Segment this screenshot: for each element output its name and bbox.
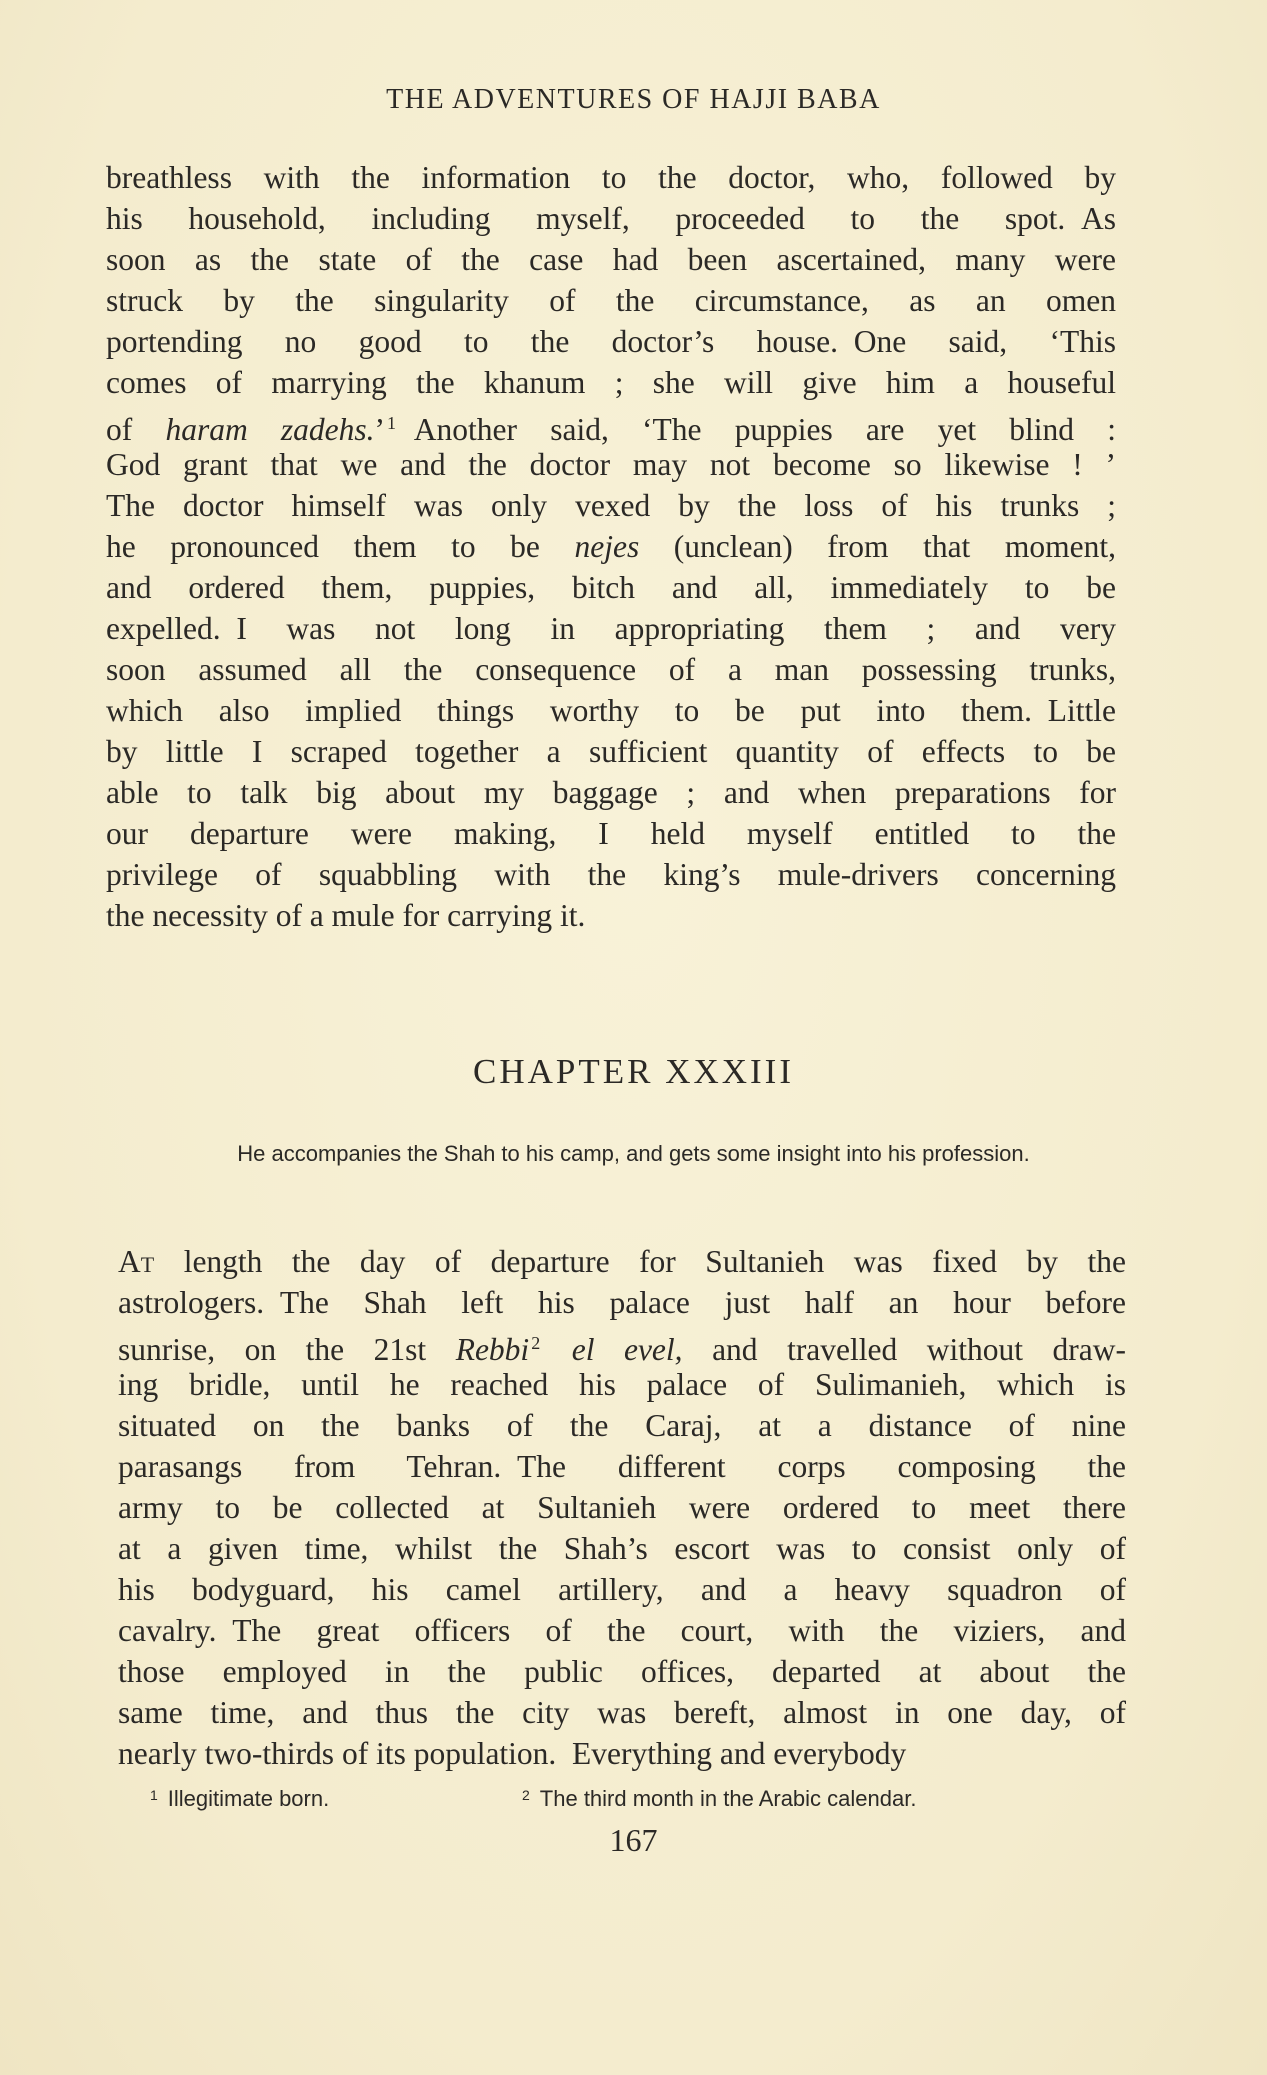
text-segment: The doctor himself was only vexed by the loss of his trunks ; (106, 488, 1116, 523)
text-segment: those employed in the public offices, departed at about the (118, 1654, 1126, 1689)
text-segment: ’ (374, 412, 386, 447)
italic-text: el evel, (571, 1332, 683, 1367)
text-line (118, 1610, 1126, 1651)
text-segment: soon as the state of the case had been ascertained, many were (106, 242, 1116, 277)
text-segment: his household, including myself, proceeded to the spot. As (106, 201, 1116, 236)
footnote-text: Illegitimate born. (167, 1786, 330, 1811)
text-segment: portending no good to the doctor’s house. One said, ‘This (106, 324, 1116, 359)
text-segment: and ordered them, puppies, bitch and all, immediately to be (106, 570, 1116, 605)
text-segment: ing bridle, until he reached his palace of Sulimanieh, which is (118, 1367, 1126, 1402)
text-segment: breathless with the information to the doctor, who, followed by (106, 160, 1116, 195)
footnote-marker: 1 (150, 1787, 158, 1803)
paragraph-continued (106, 157, 1116, 936)
text-line (106, 813, 1116, 854)
text-segment: by little I scraped together a sufficient quantity of effects to be (106, 734, 1116, 769)
text-segment: army to be collected at Sultanieh were ordered to meet there (118, 1490, 1126, 1525)
text-line (106, 895, 1116, 936)
text-line (106, 731, 1116, 772)
text-line (106, 321, 1116, 362)
text-segment: nearly two-thirds of its population. Everything and everybody (118, 1736, 907, 1771)
footnote-1 (150, 1786, 329, 1812)
text-segment: he pronounced them to be (106, 529, 575, 564)
text-segment: same time, and thus the city was bereft, almost in one day, of (118, 1695, 1126, 1730)
text-segment: length the day of departure for Sultanieh was fixed by the (154, 1244, 1126, 1279)
text-line (106, 690, 1116, 731)
text-segment (542, 1332, 572, 1367)
text-line (106, 362, 1116, 403)
text-line (118, 1692, 1126, 1733)
page-number: 167 (609, 1822, 658, 1858)
footnote-text: The third month in the Arabic calendar. (539, 1786, 917, 1811)
chapter-opening-paragraph (118, 1241, 1126, 1774)
italic-text: nejes (574, 529, 640, 564)
text-line (106, 526, 1116, 567)
text-segment: (unclean) from that moment, (639, 529, 1116, 564)
text-line (118, 1282, 1126, 1323)
text-line (106, 567, 1116, 608)
text-line (106, 854, 1116, 895)
text-line (106, 772, 1116, 813)
italic-text: Rebbi (455, 1332, 530, 1367)
text-segment: God grant that we and the doctor may not become so likewise ! ’ (106, 447, 1116, 482)
text-line (118, 1733, 1126, 1774)
text-segment: our departure were making, I held myself entitled to the (106, 816, 1116, 851)
running-head: THE ADVENTURES OF HAJJI BABA (386, 84, 881, 115)
text-segment: and travelled without draw- (682, 1332, 1127, 1367)
text-segment: at a given time, whilst the Shah’s escort was to consist only of (118, 1531, 1126, 1566)
text-segment: which also implied things worthy to be put into them. Little (106, 693, 1116, 728)
text-line (106, 485, 1116, 526)
text-line (106, 157, 1116, 198)
text-segment: situated on the banks of the Caraj, at a distance of nine (118, 1408, 1126, 1443)
italic-text: haram zadehs. (165, 412, 375, 447)
text-line (118, 1323, 1127, 1367)
footnote-2 (522, 1786, 916, 1812)
text-segment: expelled. I was not long in appropriating them ; and very (106, 611, 1116, 646)
text-segment: struck by the singularity of the circumstance, as an omen (106, 283, 1116, 318)
chapter-summary: He accompanies the Shah to his camp, and gets some insight into his profession. (237, 1141, 1030, 1166)
text-line (106, 198, 1116, 239)
text-line (118, 1651, 1126, 1692)
text-line (106, 649, 1116, 690)
text-segment: At (118, 1244, 155, 1279)
text-segment: Another said, ‘The puppies are yet blind : (398, 412, 1116, 447)
text-segment: able to talk big about my baggage ; and when preparations for (106, 775, 1116, 810)
text-line (106, 239, 1116, 280)
text-segment: sunrise, on the 21st (118, 1332, 456, 1367)
footnote-reference: 1 (387, 413, 397, 433)
text-segment: soon assumed all the consequence of a man possessing trunks, (106, 652, 1116, 687)
text-line (118, 1241, 1126, 1282)
text-segment: of (106, 412, 166, 447)
text-segment: cavalry. The great officers of the court, with the viziers, and (118, 1613, 1126, 1648)
text-line (118, 1569, 1126, 1610)
text-line (106, 444, 1116, 485)
text-segment: his bodyguard, his camel artillery, and a heavy squadron of (118, 1572, 1126, 1607)
text-line (118, 1446, 1126, 1487)
text-line (118, 1364, 1126, 1405)
text-segment: comes of marrying the khanum ; she will give him a houseful (106, 365, 1116, 400)
footnote-reference: 2 (531, 1333, 541, 1353)
text-segment: astrologers. The Shah left his palace just half an hour before (118, 1285, 1126, 1320)
chapter-title: CHAPTER XXXIII (472, 1052, 794, 1091)
text-line (106, 608, 1116, 649)
text-segment: the necessity of a mule for carrying it. (106, 898, 586, 933)
text-line (106, 403, 1116, 447)
text-line (106, 280, 1116, 321)
text-segment: parasangs from Tehran. The different corps composing the (118, 1449, 1126, 1484)
text-line (118, 1528, 1126, 1569)
text-line (118, 1487, 1126, 1528)
text-segment: privilege of squabbling with the king’s mule-drivers concerning (106, 857, 1116, 892)
text-line (118, 1405, 1126, 1446)
footnote-marker: 2 (522, 1787, 530, 1803)
